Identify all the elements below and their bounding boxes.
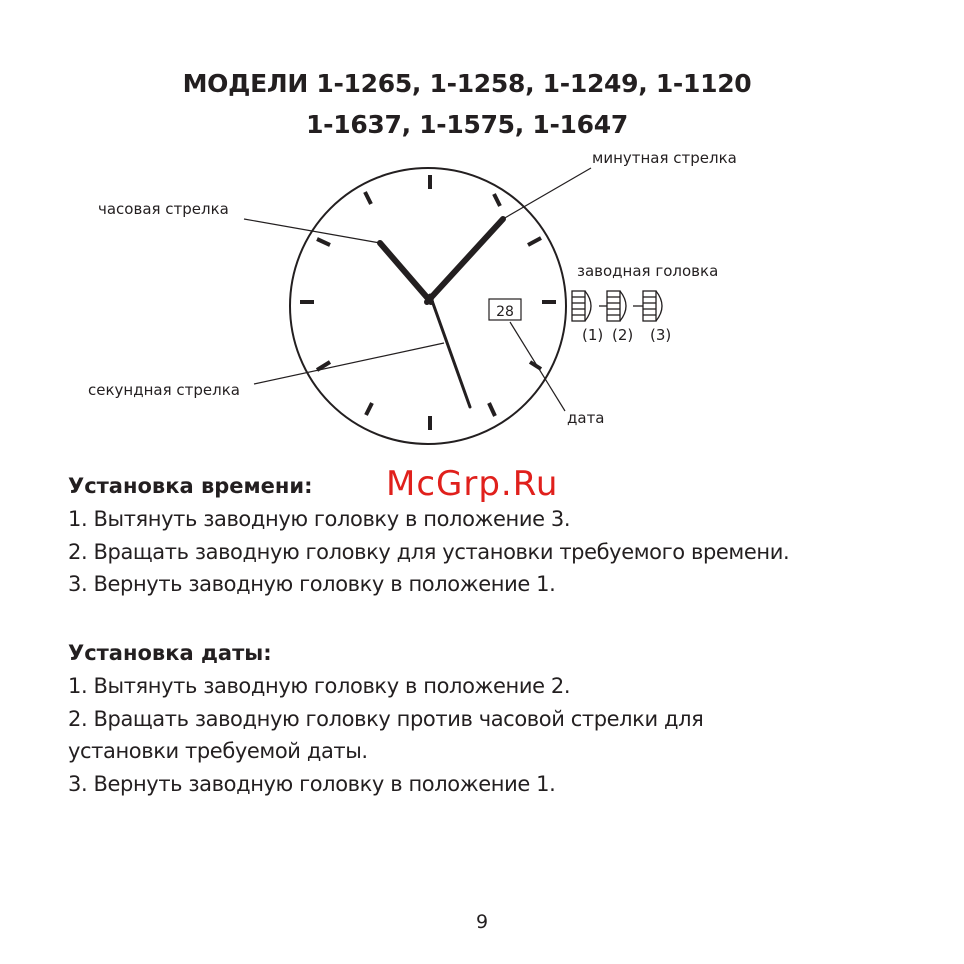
date-setting-heading: Установка даты: — [68, 641, 272, 665]
watermark: McGrp.Ru — [386, 464, 559, 504]
label-hour-hand: часовая стрелка — [98, 200, 229, 218]
crown-position-3 — [633, 291, 662, 321]
label-minute-hand: минутная стрелка — [592, 149, 737, 167]
label-crown: заводная головка — [577, 262, 719, 280]
title-line-1: МОДЕЛИ 1-1265, 1-1258, 1-1249, 1-1120 — [182, 69, 752, 98]
label-second-hand: секундная стрелка — [88, 381, 240, 399]
crown-position-1 — [572, 291, 591, 321]
second-hand — [430, 295, 470, 407]
page-number: 9 — [475, 911, 489, 933]
minute-hand — [427, 219, 503, 302]
date-step-3: 3. Вернуть заводную головку в положение 1. — [68, 771, 556, 796]
date-step-2-cont: установки требуемой даты. — [68, 739, 368, 763]
label-date: дата — [567, 409, 605, 427]
watch-diagram — [0, 0, 964, 470]
crown-position-2 — [599, 291, 626, 321]
center-pin — [426, 294, 434, 302]
crown-position-1-label: (1) — [582, 326, 604, 344]
watch-face — [290, 168, 566, 444]
crown-position-3-label: (3) — [650, 326, 672, 344]
date-setting-section — [68, 640, 948, 800]
leader-minute — [503, 168, 591, 219]
hour-hand — [380, 243, 431, 302]
leader-date — [510, 322, 565, 411]
leader-hour — [244, 219, 380, 243]
time-setting-heading: Установка времени: — [68, 474, 313, 498]
date-step-2: 2. Вращать заводную головку против часовой стрелки для — [68, 706, 704, 731]
date-value: 28 — [496, 304, 514, 320]
time-step-3: 3. Вернуть заводную головку в положение 1. — [68, 572, 556, 596]
leader-second — [254, 343, 444, 384]
date-step-1: 1. Вытянуть заводную головку в положение 2. — [68, 674, 571, 698]
time-setting-section — [68, 473, 948, 601]
time-step-1: 1. Вытянуть заводную головку в положение 3. — [68, 507, 571, 531]
time-step-2: 2. Вращать заводную головку для установки требуемого времени. — [68, 539, 790, 564]
title-line-2: 1-1637, 1-1575, 1-1647 — [306, 110, 628, 139]
crown-position-2-label: (2) — [612, 326, 634, 344]
